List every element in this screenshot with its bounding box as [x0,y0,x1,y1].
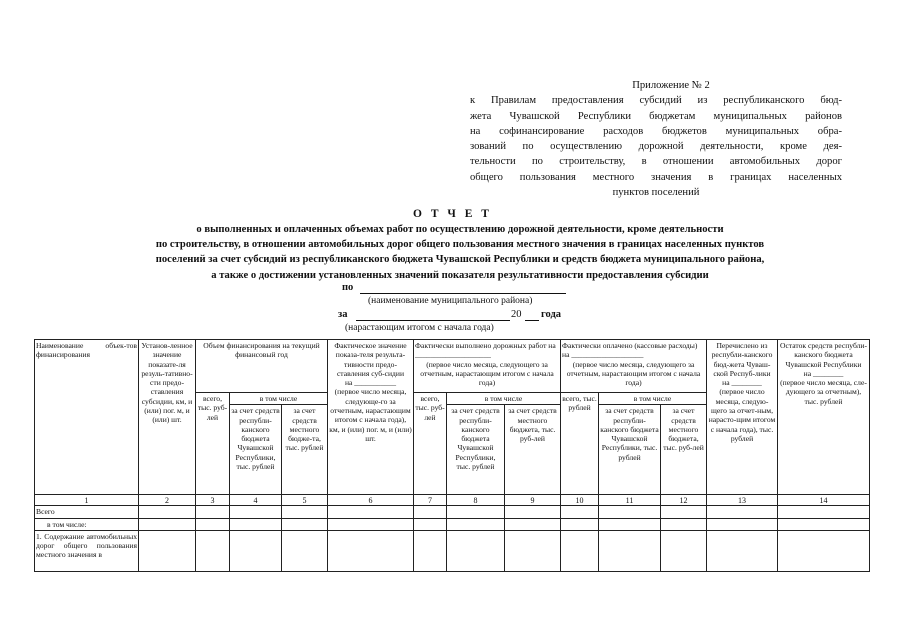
district-name-field[interactable] [360,282,566,294]
table-row [35,530,870,571]
table-cell[interactable] [599,530,661,571]
col-header-incl: в том числе [447,393,561,405]
table-cell[interactable] [661,506,707,518]
appendix-line: к Правилам предоставления субсидий из республиканского бюд- [470,95,842,107]
table-cell[interactable] [328,506,414,518]
column-number: 11 [599,495,661,506]
table-cell[interactable] [196,530,230,571]
district-caption: (наименование муниципального района) [368,296,533,306]
table-cell[interactable] [328,530,414,571]
subtitle-line: а также о достижении установленных значений показателя результативности предоставления субсидии [211,269,709,281]
table-cell[interactable] [505,530,561,571]
paid-note: (первое число месяца, следующего за отчетным, нарастающим итогом с начала года) [566,359,701,388]
column-number: 7 [414,495,447,506]
transferred-label: Перечислено из республи-канского бюд-жета Чуваш-ской Респуб-лики [711,341,773,378]
col-header-target-value: Установ-ленное значение показате-ля резуль-тативно-сти предо-ставления субсидии, км, и (или) пог. м, и (или) шт. [139,340,196,495]
table-cell[interactable] [778,518,870,530]
table-cell[interactable] [447,506,505,518]
table-cell[interactable] [230,518,282,530]
table-cell[interactable] [282,530,328,571]
subtitle-line: поселений за счет субсидий из республиканского бюджета Чувашской Республики и средств бюджета муниципального района, [155,254,765,266]
table-cell[interactable] [561,506,599,518]
col-header-financing: Объем финансирования на текущий финансовый год [196,340,328,393]
col-header-local: за счет средств местного бюджета, тыс. руб-лей [661,405,707,495]
table-cell[interactable] [599,518,661,530]
column-number: 5 [282,495,328,506]
col-header-republic: за счет средств республи-канского бюджета Чувашской Республики, тыс. рублей [230,405,282,495]
paid-label: Фактически оплачено (кассовые расходы) на ___________________ [562,341,698,360]
table-cell[interactable] [282,518,328,530]
appendix-header: Приложение № 2 [632,80,710,91]
col-header-balance [778,340,870,495]
table-cell[interactable] [447,518,505,530]
table-row [35,506,870,518]
period-caption: (нарастающим итогом с начала года) [345,323,494,333]
period-field[interactable] [356,309,510,321]
column-number: 1 [35,495,139,506]
col-header-local: за счет средств местного бюджета, тыс. руб-лей [505,405,561,495]
col-header-republic: за счет средств республи-канского бюджета Чувашской Республики, тыс. рублей [447,405,505,495]
col-header-total: всего, тыс. руб-лей [414,393,447,495]
table-cell[interactable] [661,518,707,530]
year-field[interactable] [525,309,539,321]
table-cell[interactable] [139,530,196,571]
table-cell[interactable] [447,530,505,571]
table-cell[interactable] [561,518,599,530]
row-label: Всего [35,506,139,518]
balance-note: (первое число месяца, сле-дующего за отчетным), тыс. рублей [780,378,867,406]
table-cell[interactable] [414,530,447,571]
appendix-line: жета Чувашской Республики бюджетам муниципальных районов [470,110,842,122]
col-header-republic: за счет средств республи-канского бюджета Чувашской Республики, тыс. рублей [599,405,661,495]
col-header-incl: в том числе [230,393,328,405]
column-number: 8 [447,495,505,506]
col-header-total: всего, тыс. рублей [561,393,599,495]
table-cell[interactable] [707,506,778,518]
col-header-paid [561,340,707,393]
appendix-line: на софинансирование расходов бюджетов муниципальных обра- [470,125,842,137]
column-number: 9 [505,495,561,506]
performed-label: Фактически выполнено дорожных работ на ____________________ [415,341,556,360]
report-table [34,339,870,572]
column-number: 6 [328,495,414,506]
za-label: за [338,309,348,320]
table-cell[interactable] [505,506,561,518]
performed-note: (первое число месяца, следующего за отчетным, нарастающим итогом с начала года) [420,359,554,388]
column-number: 3 [196,495,230,506]
appendix-last-line: пунктов поселений [612,187,700,199]
column-number: 4 [230,495,282,506]
table-cell[interactable] [414,506,447,518]
column-number: 12 [661,495,707,506]
table-cell[interactable] [196,506,230,518]
col-header-total: всего, тыс. руб-лей [196,393,230,495]
actual-value-date: на ___________ [344,378,397,388]
appendix-block [470,78,842,200]
year-prefix: 20 [511,309,522,320]
table-cell[interactable] [230,506,282,518]
table-cell[interactable] [139,518,196,530]
column-number: 2 [139,495,196,506]
table-cell[interactable] [778,530,870,571]
col-header-transferred [707,340,778,495]
po-label: по [342,282,354,293]
table-row [35,518,870,530]
row-label: 1. Содержание автомобильных дорог общего пользования местного значения в [35,530,139,571]
col-header-incl: в том числе [599,393,707,405]
transferred-note: (первое число месяца, следую-щего за отчет-ным, нарасто-щим итогом с начала года), тыс. рублей [708,387,776,443]
table-cell[interactable] [561,530,599,571]
table-cell[interactable] [414,518,447,530]
col-header-local: за счет средств местного бюдже-та, тыс. рублей [282,405,328,495]
subtitle-line: о выполненных и оплаченных объемах работ по осуществлению дорожной деятельности, кроме деятельности [196,224,724,235]
column-number: 13 [707,495,778,506]
row-label: в том числе: [35,518,139,530]
table-cell[interactable] [661,530,707,571]
column-number: 14 [778,495,870,506]
table-cell[interactable] [230,530,282,571]
table-cell[interactable] [328,518,414,530]
actual-value-label: Фактическое значение показа-теля результа-тивности предо-ставления суб-сидии [334,341,407,378]
col-header-object: Наименование объек-тов финансирования [35,340,139,495]
table-cell[interactable] [707,518,778,530]
col-header-actual-value [328,340,414,495]
table-cell[interactable] [139,506,196,518]
actual-value-note: (первое число месяца, следующе-го за отчетным, нарастающим итогом с начала года), км, и (или) пог. м, и (или) шт. [329,387,412,443]
table-cell[interactable] [505,518,561,530]
year-suffix: года [541,309,562,320]
balance-label: Остаток средств республи-канского бюджета Чувашской Республики [779,341,868,369]
table-cell[interactable] [778,506,870,518]
col-header-performed [414,340,561,393]
appendix-line: тельности по строительству, в отношении автомобильных дорог [470,156,842,168]
balance-date: на ________ [803,368,844,378]
appendix-line: зований по осуществлению дорожной деятельности, кроме дея- [470,141,842,153]
table-cell[interactable] [196,518,230,530]
column-number: 10 [561,495,599,506]
report-subtitle [60,222,860,283]
appendix-line: общего пользования местного значения в границах населенных [470,171,842,183]
column-number-row [35,495,870,506]
transferred-date: на ________ [722,378,762,388]
report-title: О Т Ч Е Т [413,208,492,220]
table-cell[interactable] [599,506,661,518]
subtitle-line: по строительству, в отношении автомобильных дорог общего пользования местного значения в границах населенных пунктов [155,239,765,251]
table-cell[interactable] [707,530,778,571]
table-cell[interactable] [282,506,328,518]
